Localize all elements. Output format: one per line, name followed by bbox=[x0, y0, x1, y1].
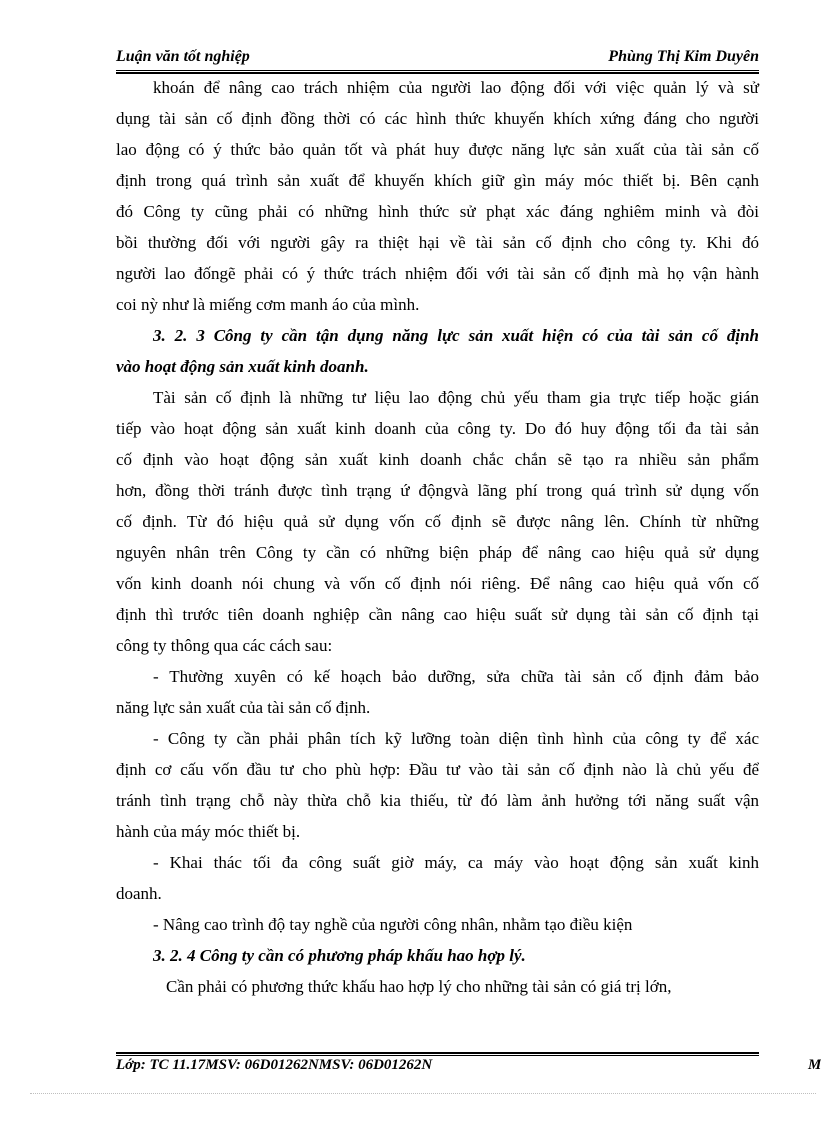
line-text: cố định. Từ đó hiệu quả sử dụng vốn cố định sẽ được nâng lên. Chính từ những bbox=[116, 512, 759, 531]
body-text bbox=[116, 72, 759, 1002]
line-text: Cần phải có phương thức khấu hao hợp lý cho những tài sản có giá trị lớn, bbox=[166, 977, 672, 996]
footer-divider bbox=[116, 1052, 759, 1056]
paragraph-line bbox=[116, 289, 759, 320]
line-text: người lao đốngẽ phải có ý thức trách nhiệm đối với tài sản cố định mà họ vận hành bbox=[116, 264, 759, 283]
paragraph-line bbox=[116, 568, 759, 599]
line-text: hơn, đồng thời tránh được tình trạng ứ độngvà lãng phí trong quá trình sử dụng vốn bbox=[116, 481, 759, 500]
bullet-line bbox=[116, 723, 759, 754]
paragraph-line bbox=[116, 785, 759, 816]
paragraph-line bbox=[116, 165, 759, 196]
paragraph-line bbox=[116, 754, 759, 785]
paragraph-line bbox=[116, 971, 759, 1002]
line-text: Tài sản cố định là những tư liệu lao động chủ yếu tham gia trực tiếp hoặc gián bbox=[153, 388, 759, 407]
bullet-line bbox=[116, 847, 759, 878]
section-heading-text: 3. 2. 3 Công ty cần tận dụng năng lực sản xuất hiện có của tài sản cố định bbox=[153, 326, 759, 345]
paragraph-line bbox=[116, 475, 759, 506]
line-text: hành của máy móc thiết bị. bbox=[116, 822, 301, 841]
line-text: - Nâng cao trình độ tay nghề của người công nhân, nhằm tạo điều kiện bbox=[153, 915, 633, 934]
line-text: - Khai thác tối đa công suất giờ máy, ca máy vào hoạt động sản xuất kinh bbox=[153, 853, 759, 872]
header-thesis-title: Luận văn tốt nghiệp bbox=[116, 48, 250, 65]
paragraph-line bbox=[116, 134, 759, 165]
paragraph-line bbox=[116, 878, 759, 909]
paragraph-line bbox=[116, 196, 759, 227]
paragraph-line bbox=[116, 413, 759, 444]
paragraph-line bbox=[116, 382, 759, 413]
paragraph-line bbox=[116, 72, 759, 103]
footer-class-info: Lớp: TC 11.17MSV: 06D01262NMSV: 06D01262N bbox=[116, 1057, 433, 1073]
line-text: nguyên nhân trên Công ty cần có những biện pháp để nâng cao hiệu quả sử dụng bbox=[116, 543, 759, 562]
line-text: - Công ty cần phải phân tích kỹ lưỡng toàn diện tình hình của công ty để xác bbox=[153, 729, 759, 748]
paragraph-line bbox=[116, 506, 759, 537]
paragraph-line bbox=[116, 258, 759, 289]
paragraph-line bbox=[116, 537, 759, 568]
footer-right-text: M bbox=[808, 1057, 821, 1073]
page-header bbox=[116, 46, 759, 70]
line-text: định thì trước tiên doanh nghiệp cần nâng cao hiệu suất sử dụng tài sản cố định tại bbox=[116, 605, 759, 624]
line-text: đó Công ty cũng phải có những hình thức sử phạt xác đáng nghiêm minh và đòi bbox=[116, 202, 759, 221]
page-bottom-dotted-line bbox=[30, 1093, 816, 1094]
section-heading bbox=[116, 351, 759, 382]
line-text: lao động có ý thức bảo quản tốt và phát huy được năng lực sản xuất của tài sản cố bbox=[116, 140, 759, 159]
section-heading-text: vào hoạt động sản xuất kinh doanh. bbox=[116, 357, 369, 376]
line-text: bồi thường đối với người gây ra thiệt hại về tài sản cố định cho công ty. Khi đó bbox=[116, 233, 759, 252]
line-text: công ty thông qua các cách sau: bbox=[116, 636, 333, 655]
line-text: cố định vào hoạt động sản xuất kinh doanh chắc chắn sẽ tạo ra nhiều sản phẩm bbox=[116, 450, 759, 469]
section-heading bbox=[116, 320, 759, 351]
line-text: năng lực sản xuất của tài sản cố định. bbox=[116, 698, 371, 717]
section-heading bbox=[116, 940, 759, 971]
line-text: dụng tài sản cố định đồng thời có các hình thức khuyến khích xứng đáng cho người bbox=[116, 109, 759, 128]
line-text: khoán để nâng cao trách nhiệm của người lao động đối với việc quản lý và sử bbox=[153, 78, 759, 97]
section-heading-text: 3. 2. 4 Công ty cần có phương pháp khấu hao hợp lý. bbox=[153, 946, 526, 965]
paragraph-line bbox=[116, 599, 759, 630]
line-text: định trong quá trình sản xuất để khuyến khích giữ gìn máy móc thiết bị. Bên cạnh bbox=[116, 171, 759, 190]
line-text: định cơ cấu vốn đầu tư cho phù hợp: Đầu tư vào tài sản cố định nào là chủ yếu để bbox=[116, 760, 759, 779]
header-author-name: Phùng Thị Kim Duyên bbox=[608, 48, 759, 65]
line-text: doanh. bbox=[116, 884, 162, 903]
paragraph-line bbox=[116, 227, 759, 258]
paragraph-line bbox=[116, 816, 759, 847]
bullet-line bbox=[116, 661, 759, 692]
bullet-line bbox=[116, 909, 759, 940]
paragraph-line bbox=[116, 103, 759, 134]
line-text: tiếp vào hoạt động sản xuất kinh doanh của công ty. Do đó huy động tối đa tài sản bbox=[116, 419, 759, 438]
paragraph-line bbox=[116, 630, 759, 661]
page-footer bbox=[116, 1057, 821, 1074]
line-text: tránh tình trạng chỗ này thừa chỗ kia thiếu, từ đó làm ảnh hưởng tới năng suất vận bbox=[116, 791, 759, 810]
paragraph-line bbox=[116, 692, 759, 723]
line-text: - Thường xuyên có kế hoạch bảo dưỡng, sửa chữa tài sản cố định đảm bảo bbox=[153, 667, 759, 686]
paragraph-line bbox=[116, 444, 759, 475]
line-text: vốn kinh doanh nói chung và vốn cố định nói riêng. Để nâng cao hiệu quả vốn cố bbox=[116, 574, 759, 593]
line-text: coi nỳ như là miếng cơm manh áo của mình. bbox=[116, 295, 420, 314]
